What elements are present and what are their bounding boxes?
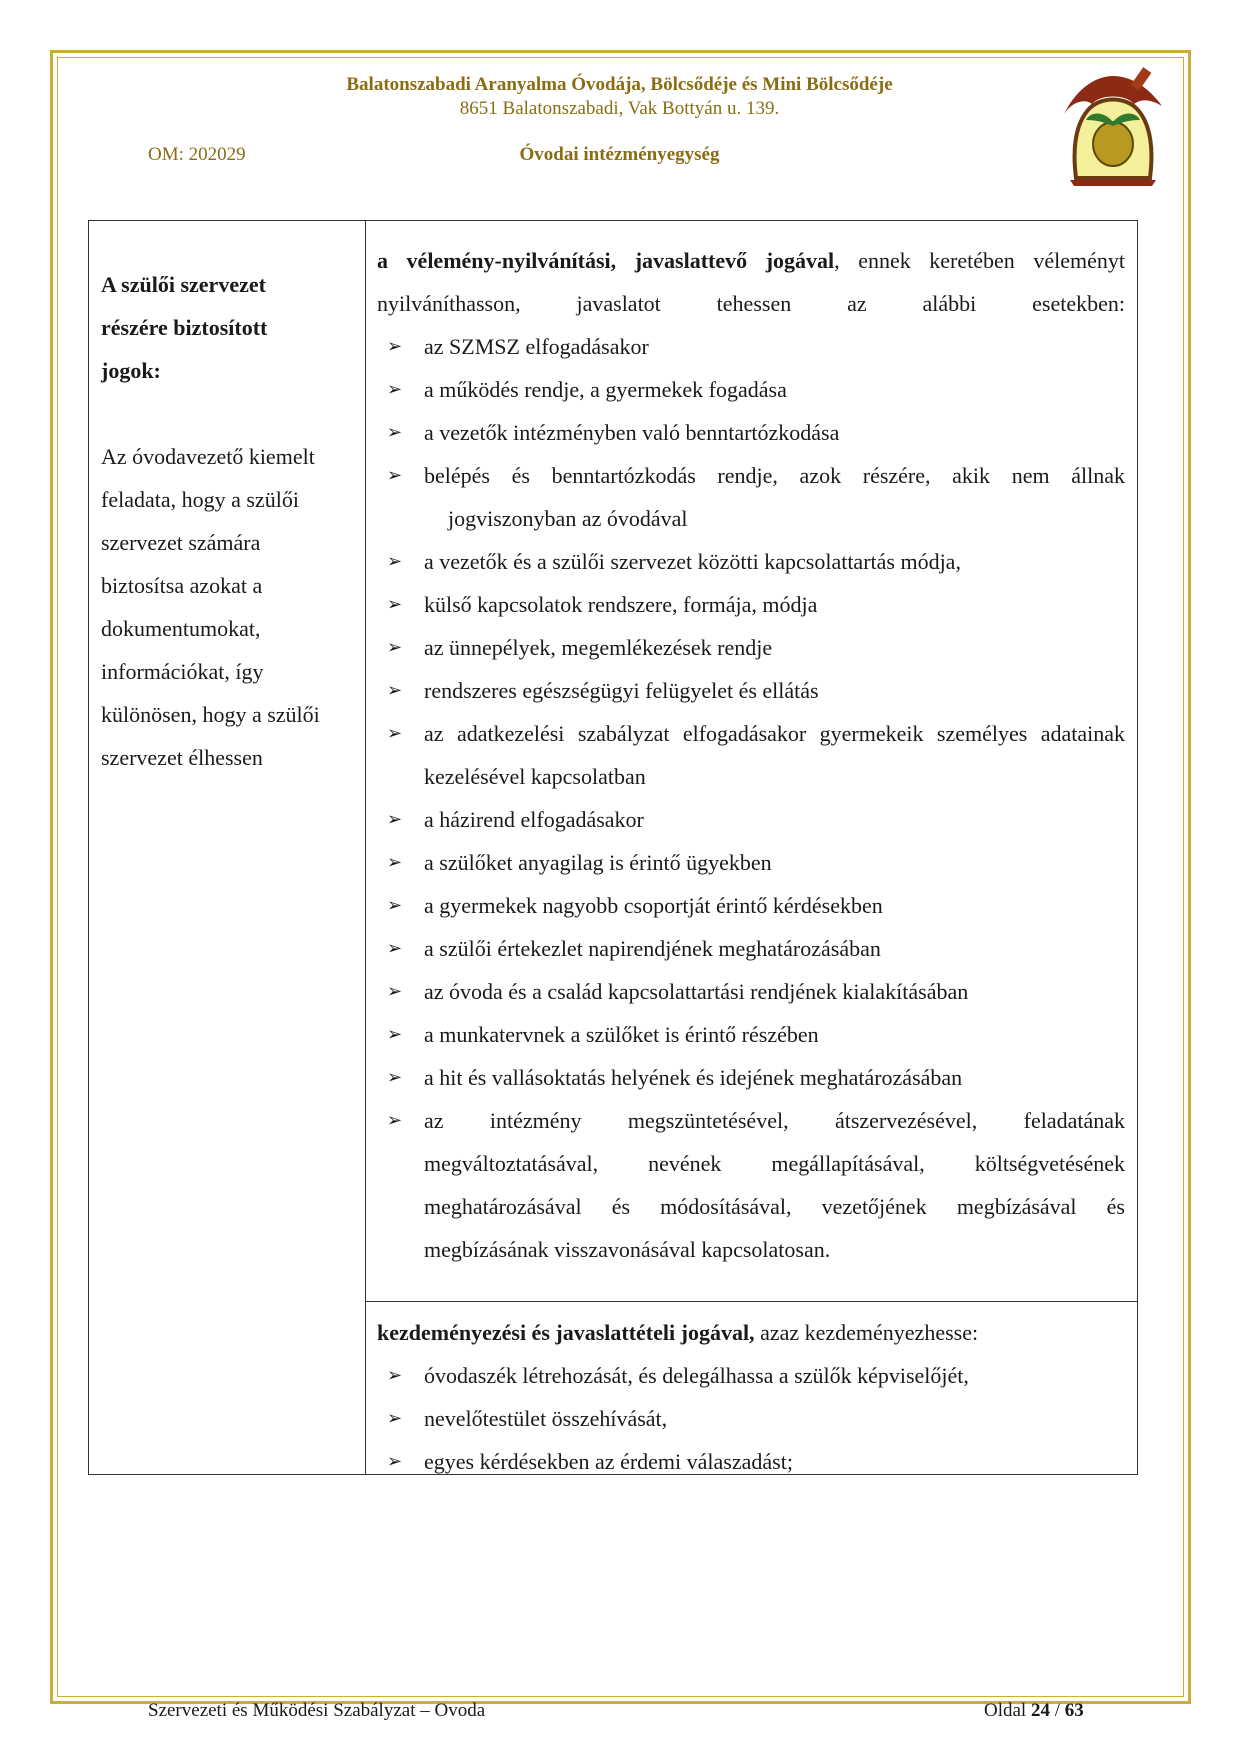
arrowhead-bullet-icon: ➢ xyxy=(387,981,403,1001)
om-number: OM: 202029 xyxy=(148,144,246,165)
description-line: szervezet élhessen xyxy=(101,745,263,770)
arrowhead-bullet-icon: ➢ xyxy=(387,680,403,700)
page-label: Oldal xyxy=(984,1700,1027,1721)
column-divider xyxy=(365,221,366,1474)
list-item: ➢ a vezetők intézményben való benntartózkodása xyxy=(377,411,1125,454)
arrowhead-bullet-icon: ➢ xyxy=(387,336,403,356)
golden-apple-bell-logo xyxy=(1058,66,1168,190)
description-line: Az óvodavezető kiemelt xyxy=(101,444,315,469)
initiative-rights-list xyxy=(377,1354,1125,1483)
list-item: ➢ a szülőket anyagilag is érintő ügyekben xyxy=(377,841,1125,884)
opinion-rights-cell xyxy=(377,239,1125,1271)
heading-line: A szülői szervezet xyxy=(101,272,266,297)
list-item: ➢ a működés rendje, a gyermekek fogadása xyxy=(377,368,1125,411)
list-item: ➢ a vezetők és a szülői szervezet közötti kapcsolattartás módja, xyxy=(377,540,1125,583)
arrowhead-bullet-icon: ➢ xyxy=(387,379,403,399)
list-item: ➢ nevelőtestület összehívását, xyxy=(377,1397,1125,1440)
description-line: különösen, hogy a szülői xyxy=(101,702,320,727)
page-current: 24 xyxy=(1030,1700,1050,1721)
page-separator: / xyxy=(1054,1700,1060,1721)
description-line: információkat, így xyxy=(101,659,264,684)
list-item: ➢ a munkatervnek a szülőket is érintő részében xyxy=(377,1013,1125,1056)
arrowhead-bullet-icon: ➢ xyxy=(387,1451,403,1471)
list-item: ➢ az adatkezelési szabályzat elfogadásakor gyermekeik személyes adatainak kezelésével kapcsolatban xyxy=(377,712,1125,798)
arrowhead-bullet-icon: ➢ xyxy=(387,1365,403,1385)
arrowhead-bullet-icon: ➢ xyxy=(387,895,403,915)
arrowhead-bullet-icon: ➢ xyxy=(387,594,403,614)
list-item: ➢ a hit és vallásoktatás helyének és idejének meghatározásában xyxy=(377,1056,1125,1099)
arrowhead-bullet-icon: ➢ xyxy=(387,723,403,743)
arrowhead-bullet-icon: ➢ xyxy=(387,809,403,829)
list-item: ➢ óvodaszék létrehozását, és delegálhassa a szülők képviselőjét, xyxy=(377,1354,1125,1397)
description-line: szervezet számára xyxy=(101,530,261,555)
arrowhead-bullet-icon: ➢ xyxy=(387,1110,403,1130)
list-item: ➢ a szülői értekezlet napirendjének meghatározásában xyxy=(377,927,1125,970)
arrowhead-bullet-icon: ➢ xyxy=(387,1408,403,1428)
intro-bold: a vélemény-nyilvánítási, javaslattevő jogával xyxy=(377,248,835,273)
list-item: ➢ az ünnepélyek, megemlékezések rendje xyxy=(377,626,1125,669)
description-line: biztosítsa azokat a xyxy=(101,573,263,598)
rights-description xyxy=(101,435,351,779)
arrowhead-bullet-icon: ➢ xyxy=(387,637,403,657)
intro-rest: , ennek keretében véleményt nyilváníthasson, javaslatot tehessen az alábbi esetekben: xyxy=(377,248,1125,316)
arrowhead-bullet-icon: ➢ xyxy=(387,1067,403,1087)
footer-page-number xyxy=(984,1700,1084,1722)
list-item: ➢ külső kapcsolatok rendszere, formája, módja xyxy=(377,583,1125,626)
list-item: ➢ az SZMSZ elfogadásakor xyxy=(377,325,1125,368)
heading-line: részére biztosított xyxy=(101,315,268,340)
description-line: dokumentumokat, xyxy=(101,616,261,641)
institution-address: 8651 Balatonszabadi, Vak Bottyán u. 139. xyxy=(459,98,780,119)
list-item: ➢ az intézmény megszüntetésével, átszervezésével, feladatának megváltoztatásával, nevének megállapításával, költségvetésének meghatározásával és módosításával, vezetőjének megbízásával és megbízásának visszavonásával kapcsolatosan. xyxy=(377,1099,1125,1271)
unit-name: Óvodai intézményegység xyxy=(519,144,720,165)
initiative-rights-cell xyxy=(377,1311,1125,1483)
page-total: 63 xyxy=(1064,1700,1084,1721)
arrowhead-bullet-icon: ➢ xyxy=(387,1024,403,1044)
rights-table xyxy=(88,220,1138,1475)
opinion-rights-intro xyxy=(377,239,1125,325)
list-item: ➢ az óvoda és a család kapcsolattartási rendjének kialakításában xyxy=(377,970,1125,1013)
list-item: ➢ a gyermekek nagyobb csoportját érintő kérdésekben xyxy=(377,884,1125,927)
arrowhead-bullet-icon: ➢ xyxy=(387,465,403,485)
description-line: feladata, hogy a szülői xyxy=(101,487,299,512)
intro-bold: kezdeményezési és javaslattételi jogával, xyxy=(377,1320,755,1345)
initiative-rights-intro xyxy=(377,1311,1125,1354)
rights-heading xyxy=(101,263,351,392)
intro-rest: azaz kezdeményezhesse: xyxy=(754,1320,979,1345)
opinion-rights-list xyxy=(377,325,1125,1271)
heading-line: jogok: xyxy=(101,358,161,383)
arrowhead-bullet-icon: ➢ xyxy=(387,551,403,571)
arrowhead-bullet-icon: ➢ xyxy=(387,852,403,872)
arrowhead-bullet-icon: ➢ xyxy=(387,938,403,958)
arrowhead-bullet-icon: ➢ xyxy=(387,422,403,442)
rights-label-cell xyxy=(101,263,351,779)
list-item: ➢ belépés és benntartózkodás rendje, azok részére, akik nem állnak jogviszonyban az óvodával xyxy=(377,454,1125,540)
list-item: ➢ egyes kérdésekben az érdemi válaszadást; xyxy=(377,1440,1125,1483)
list-item: ➢ rendszeres egészségügyi felügyelet és ellátás xyxy=(377,669,1125,712)
footer-document-title: Szervezeti és Működési Szabályzat – Ovoda xyxy=(148,1700,486,1721)
row-divider xyxy=(366,1301,1137,1302)
list-item: ➢ a házirend elfogadásakor xyxy=(377,798,1125,841)
institution-name: Balatonszabadi Aranyalma Óvodája, Bölcsődéje és Mini Bölcsődéje xyxy=(346,74,893,95)
